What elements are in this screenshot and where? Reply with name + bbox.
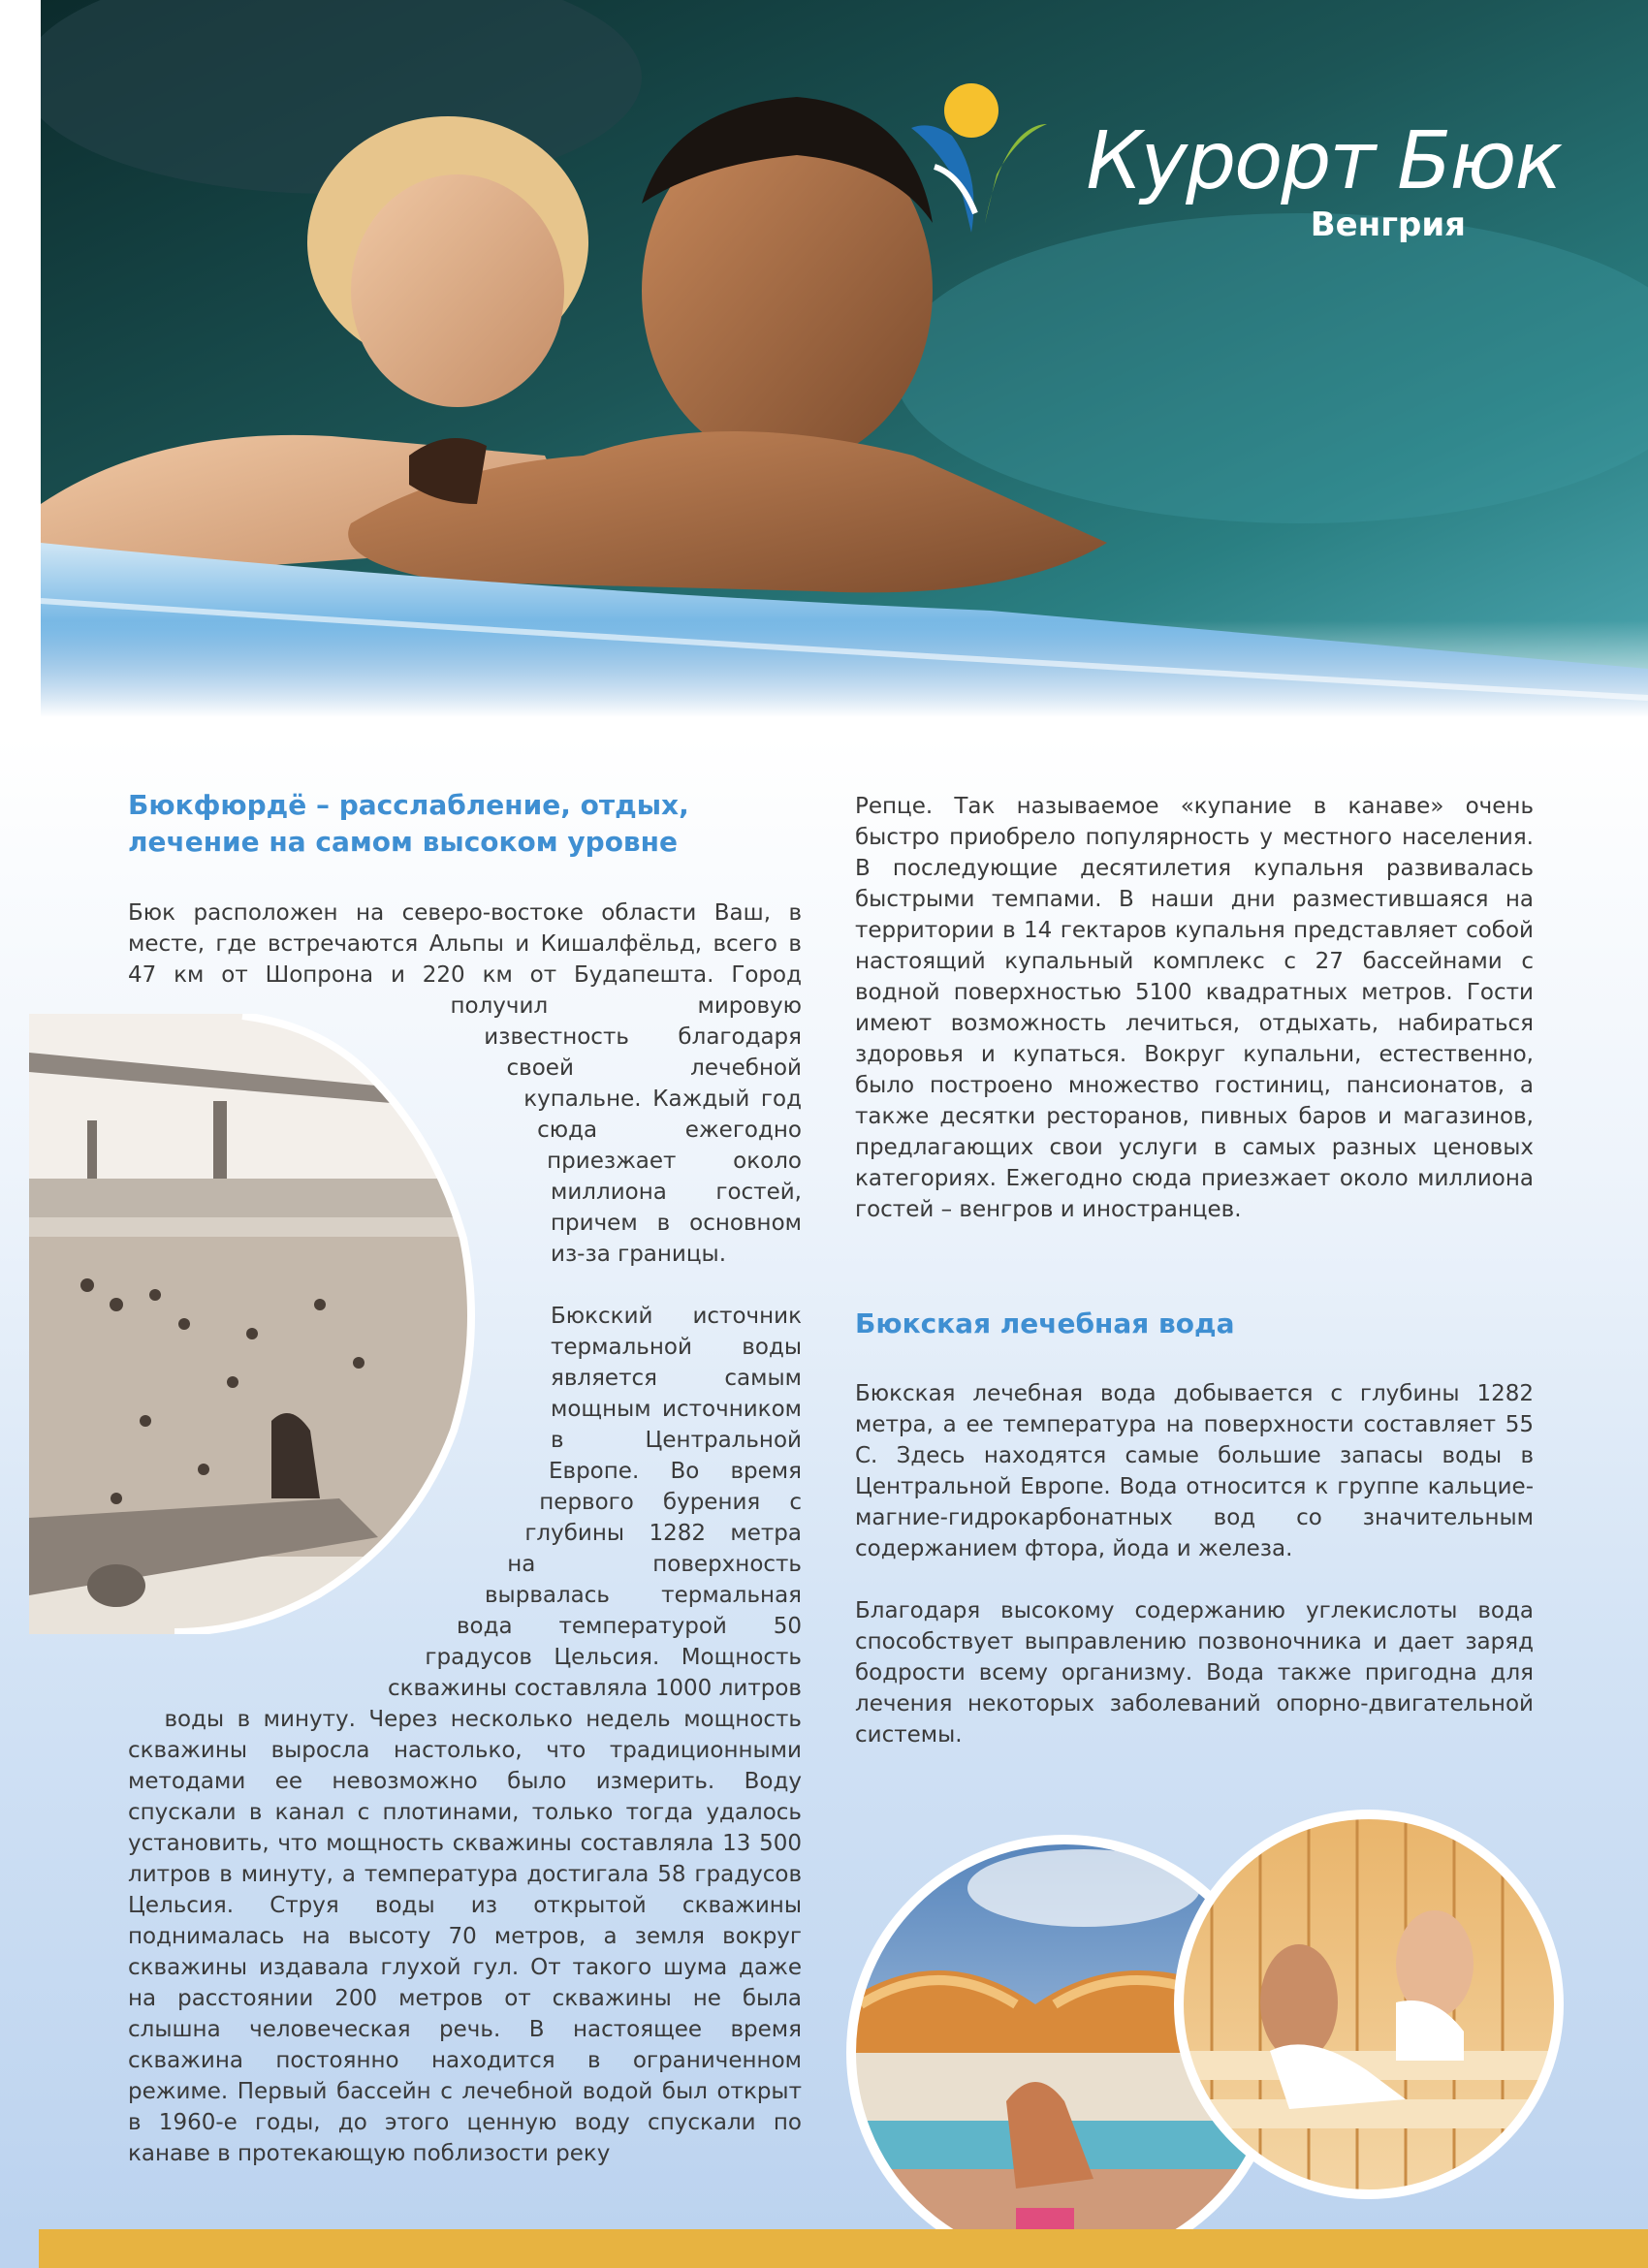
- text-column-right: [855, 791, 1534, 1225]
- paragraph: Бюкский источник термальной воды является самым мощным источником в Центральной Европе. Во время первого бурения с глубины 1282 метра на поверхность вырвалась термальная вода температурой 50 градусов Цельсия. Мощность скважины составляла 1000 литров воды в минуту. Через несколько недель мощность скважины выросла настолько, что традиционными методами ее невозможно было измерить. Воду спускали в канал с плотинами, только тогда удалось установить, что мощность скважины составляла 13 500 литров в минуту, а температура достигала 58 градусов Цельсия. Струя воды из открытой скважины поднималась на высоту 70 метров, а земля вокруг скважины издавала глухой гул. От такого шума даже на расстоянии 200 метров от скважины не была слышна человеческая речь. В настоящее время скважина постоянно находится в ограниченном режиме. Первый бассейн с лечебной водой был открыт в 1960-е годы, до этого ценную воду спускали по канаве в протекающую поблизости реку: [128, 1304, 802, 2166]
- logo-title: Курорт Бюк: [1086, 115, 1561, 207]
- bottom-color-strip: [39, 2229, 1648, 2268]
- paragraph: Бюк расположен на северо-востоке области Ваш, в месте, где встречаются Альпы и Кишалфёльд, всего в 47 км от Шопрона и 220 км от Будапешта. Город получил мировую известность благодаря своей лечебной купальне. Каждый год сюда ежегодно приезжает около миллиона гостей, причем в основном из-за границы.: [128, 900, 802, 1267]
- logo-mark-icon: [902, 78, 1066, 242]
- article-heading-main: Бюкфюрдё – расслабление, отдых, лечение на самом высоком уровне: [128, 789, 689, 858]
- resort-logo: [902, 78, 1580, 262]
- paragraph: Бюкская лечебная вода добывается с глубины 1282 метра, а ее температура на поверхности составляет 55 С. Здесь находятся самые большие запасы воды в Центральной Европе. Вода относится к группе кальцие-магние-гидрокарбонатных вод со значительным содержанием фтора, йода и железа.: [855, 1381, 1534, 1561]
- logo-subtitle: Венгрия: [1310, 205, 1466, 244]
- paragraph: Благодаря высокому содержанию углекислоты вода способствует выправлению позвоночника и дает заряд бодрости всему организму. Вода также пригодна для лечения некоторых заболеваний опорно-двигательной системы.: [855, 1598, 1534, 1748]
- sauna-couple-photo: [1173, 1809, 1565, 2200]
- vintage-thermal-pool-photo: [29, 1014, 523, 1634]
- article-heading-water: Бюкская лечебная вода: [855, 1307, 1235, 1339]
- paragraph: Репце. Так называемое «купание в канаве» очень быстро приобрело популярность у местного населения. В последующие десятилетия купальня развивалась быстрыми темпами. В наши дни разместившаяся на территории в 14 гектаров купальня представляет собой настоящий купальный комплекс с 27 бассейнами с водной поверхностью 5100 квадратных метров. Гости имеют возможность лечиться, отдыхать, набираться здоровья и купаться. Вокруг купальни, естественно, было построено множество гостиниц, пансионатов, а также десятки ресторанов, пивных баров и магазинов, предлагающих свои услуги в самых разных ценовых категориях. Ежегодно сюда приезжает около миллиона гостей – венгров и иностранцев.: [855, 794, 1534, 1222]
- text-column-right-lower: [855, 1378, 1534, 1750]
